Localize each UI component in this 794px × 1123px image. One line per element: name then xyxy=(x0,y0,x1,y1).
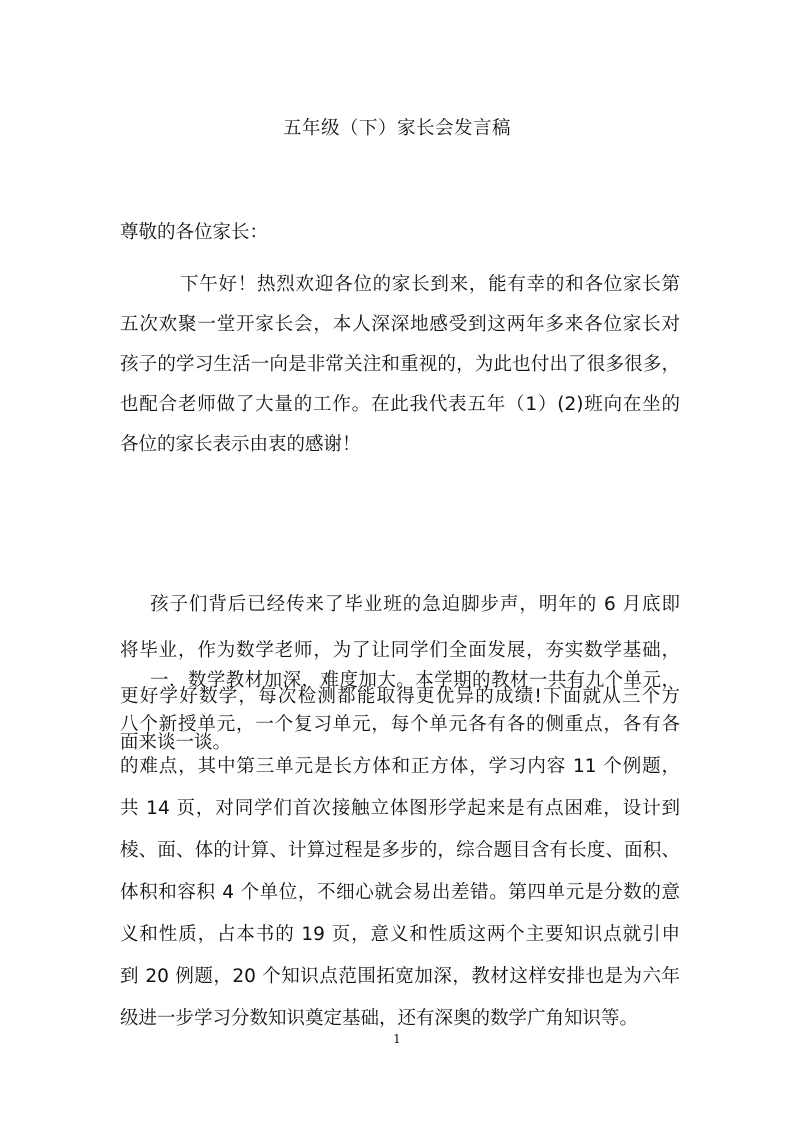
paragraph-textbook-lines xyxy=(120,658,680,1040)
paragraph-greeting xyxy=(120,265,680,465)
text-line: 孩子的学习生活一向是非常关注和重视的，为此也付出了很多很多， xyxy=(120,354,680,375)
text-line: 各位的家长表示由衷的感谢！ xyxy=(120,434,361,455)
text-line: 五次欢聚一堂开家长会，本人深深地感受到这两年多来各位家长对 xyxy=(120,314,680,335)
text-line: 棱、面、体的计算、计算过程是多步的，综合题目含有长度、面积、 xyxy=(120,840,680,861)
salutation: 尊敬的各位家长： xyxy=(120,222,269,243)
text-line: 八个新授单元，一个复习单元，每个单元各有各的侧重点，各有各 xyxy=(120,714,680,735)
text-line: 面来谈一谈。 xyxy=(120,732,232,753)
text-line: 一．数学教材加深，难度加大。本学期的教材一共有九个单元， xyxy=(150,670,680,691)
text-line: 也配合老师做了大量的工作。在此我代表五年（1）(2)班向在坐的 xyxy=(120,394,680,415)
text-line: 更好学好数学，每次检测都能取得更优异的成绩!下面就从三个方 xyxy=(120,686,680,707)
page-number: 1 xyxy=(393,1032,401,1046)
text-line: 体积和容积 4 个单位，不细心就会易出差错。第四单元是分数的意 xyxy=(120,882,680,903)
text-line: 义和性质，占本书的 19 页，意义和性质这两个主要知识点就引申 xyxy=(120,924,680,945)
text-line: 到 20 例题，20 个知识点范围拓宽加深，教材这样安排也是为六年 xyxy=(120,966,680,987)
text-line: 级进一步学习分数知识奠定基础，还有深奥的数学广角知识等。 xyxy=(120,1008,639,1029)
text-line: 下午好！热烈欢迎各位的家长到来，能有幸的和各位家长第 xyxy=(180,274,680,295)
text-line: 的难点，其中第三单元是长方体和正方体，学习内容 11 个例题， xyxy=(120,756,680,777)
text-line: 孩子们背后已经传来了毕业班的急迫脚步声，明年的 6 月底即 xyxy=(150,594,680,615)
text-line: 共 14 页，对同学们首次接触立体图形学起来是有点困难，设计到 xyxy=(120,798,680,819)
text-line: 将毕业，作为数学老师，为了让同学们全面发展，夯实数学基础， xyxy=(120,640,680,661)
document-title: 五年级（下）家长会发言稿 xyxy=(282,118,511,139)
